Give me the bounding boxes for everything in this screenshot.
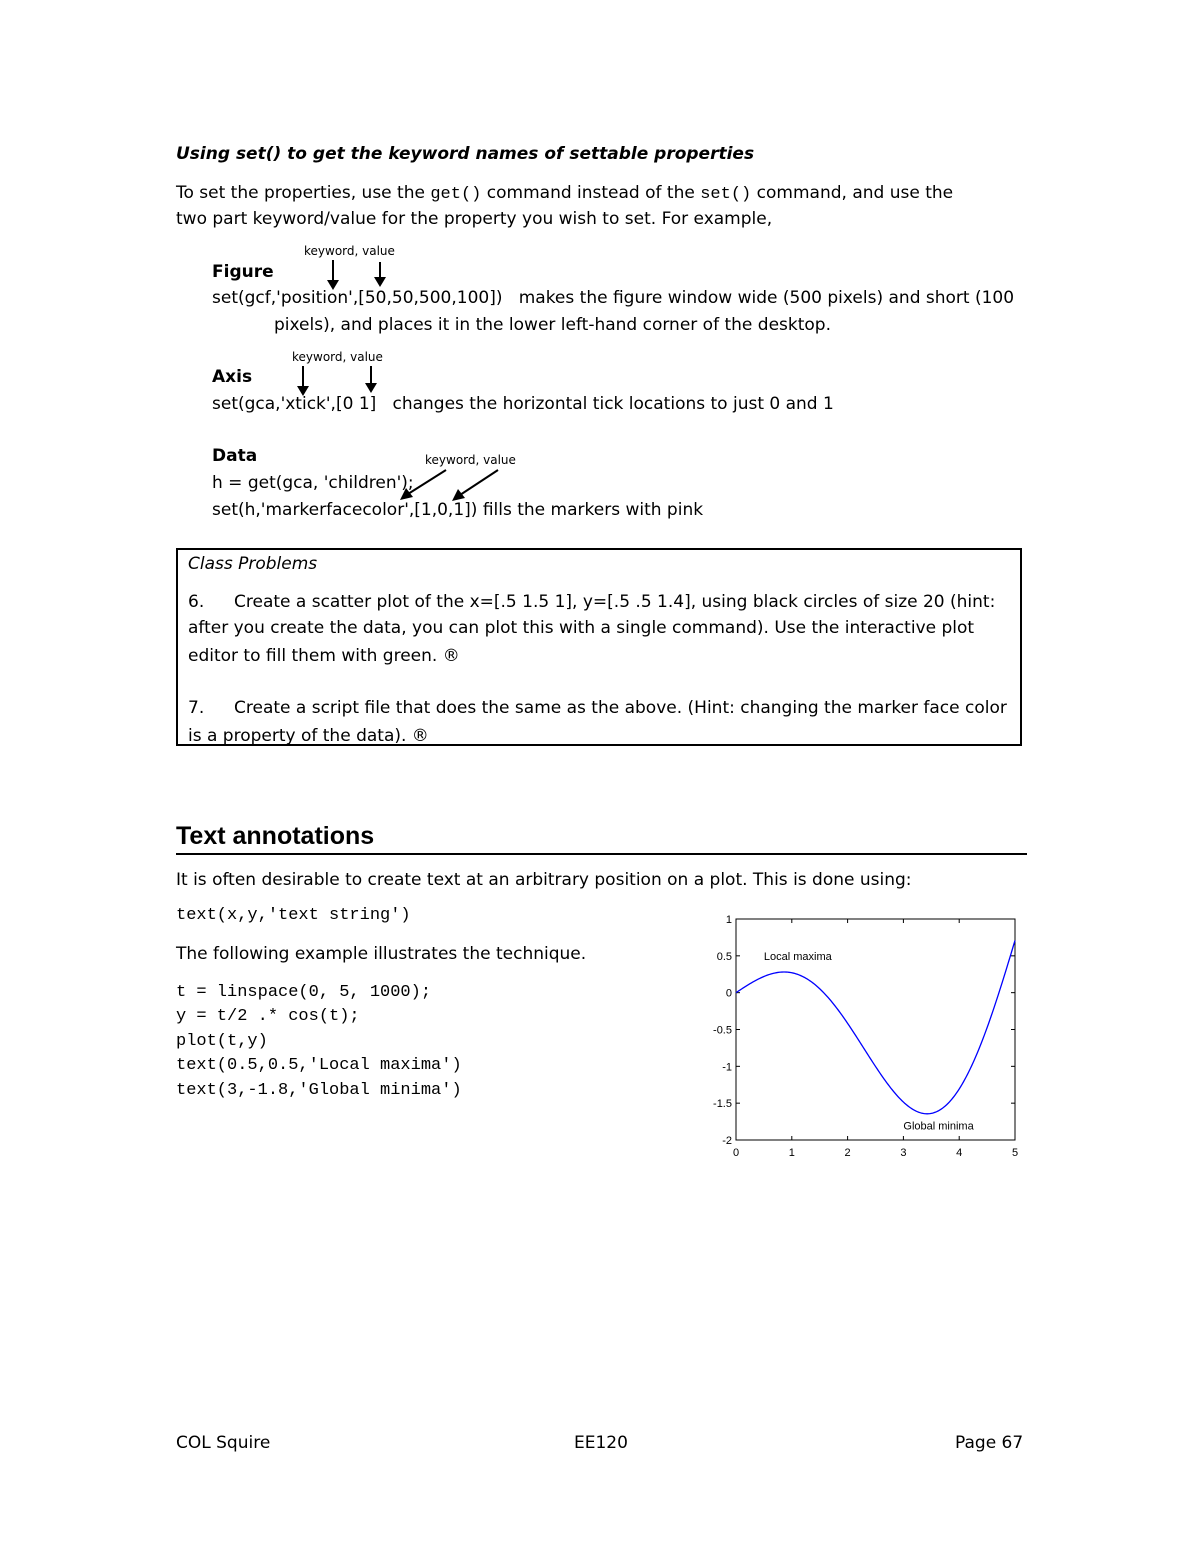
inline-code-set: set() [700, 185, 752, 204]
y-tick-label: -2 [722, 1135, 732, 1147]
code-line: y = t/2 .* cos(t); [176, 1007, 360, 1027]
heading-rule [176, 853, 1027, 855]
axis-code: set(gca,'xtick',[0 1] [212, 394, 377, 414]
intro-paragraph-line-2: two part keyword/value for the property you wish to set. For example, [176, 209, 773, 229]
intro-text-a: To set the properties, use the [176, 183, 425, 203]
class-problems-box [176, 548, 1022, 746]
axis-code-line [212, 394, 834, 414]
x-tick-label: 2 [844, 1147, 851, 1159]
y-tick-label: -1 [722, 1061, 732, 1074]
data-code: set(h,'markerfacecolor',[1,0,1]) [212, 500, 478, 520]
problem-7-line-1: Create a script file that does the same as the above. (Hint: changing the marker face color [234, 698, 1007, 718]
code-line: text(3,-1.8,'Global minima') [176, 1080, 462, 1100]
example-plot [700, 905, 1030, 1165]
intro-paragraph-line-1 [176, 183, 953, 204]
figure-desc-2: pixels), and places it in the lower left-hand corner of the desktop. [274, 315, 831, 335]
class-problems-title: Class Problems [188, 554, 318, 574]
text-syntax-code: text(x,y,'text string') [176, 906, 411, 925]
data-code-line-2 [212, 500, 703, 520]
x-tick-label: 3 [900, 1147, 907, 1159]
example-intro: The following example illustrates the technique. [176, 944, 587, 964]
data-code-line-1: h = get(gca, 'children'); [212, 473, 414, 493]
figure-label: Figure [212, 262, 274, 282]
keyword-value-annotation-data: keyword, value [425, 453, 516, 467]
problem-7-number: 7. [188, 698, 205, 718]
intro-text-c: command, and use the [756, 183, 954, 203]
code-line: t = linspace(0, 5, 1000); [176, 983, 432, 1002]
problem-6-line-1: Create a scatter plot of the x=[.5 1.5 1], y=[.5 .5 1.4], using black circles of size 20 (hint: [234, 592, 996, 612]
y-tick-label: 1 [725, 914, 732, 926]
figure-code-line [212, 288, 1014, 308]
problem-7-line-2: is a property of the data). ® [188, 726, 429, 746]
keyword-value-annotation-axis: keyword, value [292, 350, 383, 364]
section-heading-set-properties: Using set() to get the keyword names of settable properties [176, 144, 755, 164]
x-tick-label: 5 [1011, 1147, 1019, 1159]
example-code-block [176, 981, 462, 1103]
inline-code-get: get() [430, 185, 482, 204]
y-tick-label: 0 [725, 987, 732, 1000]
data-desc: fills the markers with pink [482, 500, 704, 520]
problem-6-number: 6. [188, 592, 205, 612]
code-line: plot(t,y) [176, 1031, 268, 1051]
figure-code: set(gcf,'position',[50,50,500,100]) [212, 288, 503, 308]
plot-annotation: Global minima [903, 1120, 974, 1133]
y-tick-label: -0.5 [713, 1024, 732, 1037]
text-annotations-intro: It is often desirable to create text at an arbitrary position on a plot. This is done using: [176, 870, 912, 890]
intro-text-b: command instead of the [486, 183, 695, 203]
code-line: text(0.5,0.5,'Local maxima') [176, 1056, 462, 1076]
x-tick-label: 0 [732, 1147, 740, 1159]
axis-label: Axis [212, 367, 253, 387]
axis-desc: changes the horizontal tick locations to just 0 and 1 [392, 394, 834, 414]
footer-left: COL Squire [176, 1433, 271, 1453]
section-heading-text-annotations: Text annotations [176, 822, 375, 850]
figure-desc-1: makes the figure window wide (500 pixels) and short (100 [518, 288, 1015, 308]
plot-annotation: Local maxima [763, 950, 832, 963]
footer-center: EE120 [574, 1433, 628, 1453]
figure-arrows [320, 258, 400, 292]
x-tick-label: 1 [788, 1147, 795, 1159]
footer-right: Page 67 [955, 1433, 1024, 1453]
x-tick-label: 4 [956, 1147, 963, 1159]
data-label: Data [212, 446, 258, 466]
y-tick-label: 0.5 [716, 950, 732, 963]
keyword-value-annotation-figure: keyword, value [304, 244, 395, 258]
problem-6-line-2: after you create the data, you can plot this with a single command). Use the interactive plot [188, 618, 975, 638]
y-tick-label: -1.5 [713, 1098, 732, 1111]
problem-6-line-3: editor to fill them with green. ® [188, 646, 460, 666]
